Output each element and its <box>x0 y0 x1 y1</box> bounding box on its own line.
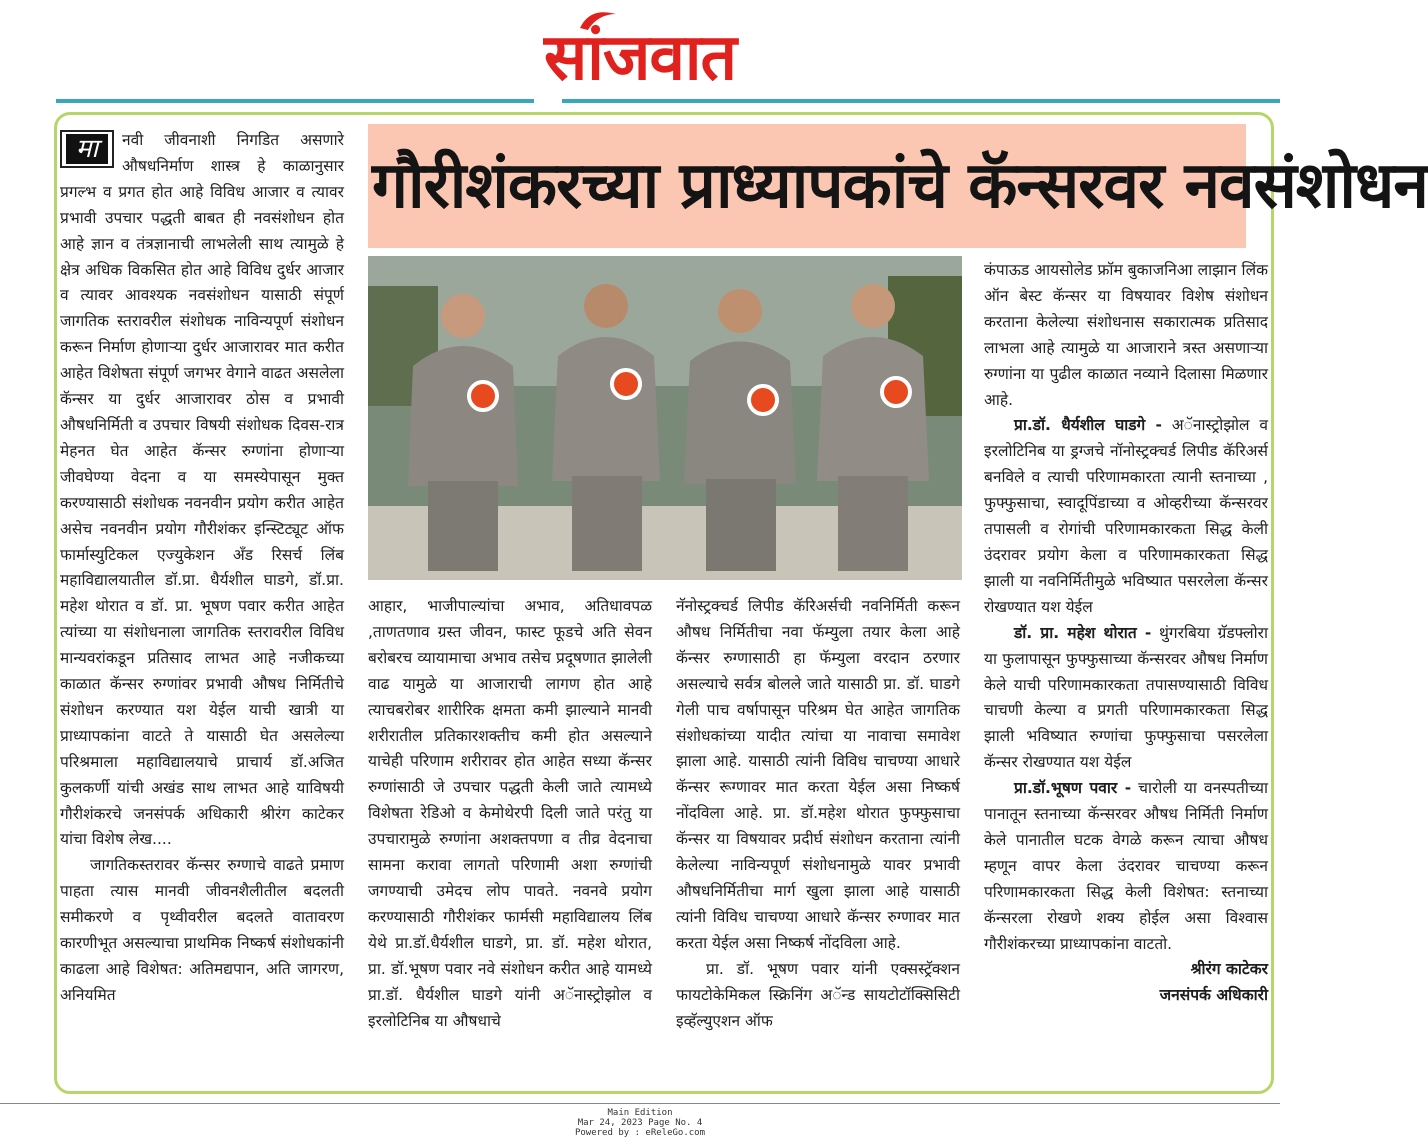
researcher-paragraph: प्रा.डॉ.भूषण पवार - चारोली या वनस्पतीच्या पानातून स्तनाच्या कॅन्सरवर औषध निर्मिती निर्माण केले पानातील घटक वेगळे करून त्याचा औषध म्हणून वापर केला उंदरावर चाचण्या करून परिणामकारकता सिद्ध केली विशेषत: स्तनाच्या कॅन्सरला रोखणे शक्य होईल असा विश्वास गौरीशंकरच्या प्राध्यापकांना वाटतो. <box>984 779 1269 953</box>
masthead-rule-right <box>562 99 1280 103</box>
body-paragraph: आहार, भाजीपाल्यांचा अभाव, अतिधावपळ ,ताणतणाव ग्रस्त जीवन, फास्ट फूडचे अति सेवन बरोबरच व्यायामाचा अभाव तसेच प्रदूषणात झालेली वाढ यामुळे या आजाराची लागण होत आहे त्याचबरोबर शारीरिक क्षमता कमी झाल्याने मानवी शरीरातील प्रतिकारशक्तीच कमी होत असल्याने याचेही परिणाम शरीरावर होत आहेत सध्या कॅन्सर रुग्णांसाठी जे उपचार पद्धती केली जाते त्यामध्ये विशेषता रेडिओ व केमोथेरपी दिली जाते परंतु या उपचारामुळे रुग्णांना अशक्तपणा व तीव्र वेदनाचा सामना करावा लागतो परिणामी अशा रुग्णांची जगण्याची उमेदच लोप पावते. नवनवे प्रयोग करण्यासाठी गौरीशंकर फार्मसी महाविद्यालय लिंब येथे प्रा.डॉ.धैर्यशील घाडगे, प्रा. डॉ. महेश थोरात, प्रा. डॉ.भूषण पवार नवे संशोधन करीत आहे यामध्ये प्रा.डॉ. धैर्यशील घाडगे यांनी अॅनास्ट्रोझोल व इरलोटिनिब या औषधाचे <box>368 597 652 1030</box>
drop-cap: मा <box>60 130 114 168</box>
masthead-rule-left <box>56 99 534 103</box>
article-column-2 <box>368 594 652 1090</box>
page-footer <box>0 1103 1280 1144</box>
footer-info <box>540 1108 740 1138</box>
edition-label: Main Edition <box>607 1108 673 1118</box>
body-paragraph: नॅनोस्ट्रक्चर्ड लिपीड कॅरिअर्सची नवनिर्मिती करून औषध निर्मितीचा नवा फॅम्युला तयार केला आहे कॅन्सर रुग्णासाठी हा फॅम्युला वरदान ठरणार असल्याचे सर्वत्र बोलले जाते यासाठी प्रा. डॉ. घाडगे गेली पाच वर्षापासून परिश्रम घेत आहेत जागतिक संशोधकांच्या यादीत त्यांचा या नावाचा समावेश झाला आहे. यासाठी त्यांनी विविध चाचण्या आधारे कॅन्सर रूग्णावर मात करता येईल असा निष्कर्ष नोंदविला आहे. प्रा. डॉ.महेश थोरात फुफ्फुसाचा कॅन्सर या विषयावर प्रदीर्घ संशोधन करताना त्यांनी केलेल्या नाविन्यपूर्ण संशोधनामुळे यावर प्रभावी औषधनिर्मितीचा मार्ग खुला झाला आहे यासाठी त्यांनी विविध चाचण्या आधारे कॅन्सर रुग्णावर मात करता येईल असा निष्कर्ष नोंदविला आहे. <box>676 597 960 952</box>
byline-title: जनसंपर्क अधिकारी <box>1159 986 1268 1005</box>
researcher-paragraph: डॉ. प्रा. महेश थोरात - थुंगरबिया ग्रॅडफ्लोरा या फुलापासून फुफ्फुसाच्या कॅन्सरवर औषध निर्माण केले याची परिणामकारकता तपासण्यासाठी विविध चाचणी केल्या व प्रगती परिणामकारकता सिद्ध झाली भविष्यात रुग्णांचा फुफ्फुसाचा पसरलेला कॅन्सर रोखण्यात यश येईल <box>984 623 1268 772</box>
article-column-4 <box>984 258 1268 1088</box>
researcher-name: प्रा.डॉ.भूषण पवार - <box>1014 779 1132 798</box>
headline: गौरीशंकरच्या प्राध्यापकांचे कॅन्सरवर नवसंशोधन <box>372 149 1428 223</box>
intro-paragraph: नवी जीवनाशी निगडित असणारे औषधनिर्माण शास्त्र हे काळानुसार प्रगल्भ व प्रगत होत आहे विविध आजार व त्यावर प्रभावी उपचार पद्धती बाबत ही नवसंशोधन होत आहे ज्ञान व तंत्रज्ञानाची लाभलेली साथ त्यामुळे हे क्षेत्र अधिक विकसित होत आहे विविध दुर्धर आजार व त्यावर आवश्यक नवसंशोधन यासाठी संपूर्ण जागतिक स्तरावरील संशोधक नाविन्यपूर्ण संशोधन करून निर्माण होणाऱ्या दुर्धर आजारावर मात करीत आहेत विशेषता संपूर्ण जगभर वेगाने वाढत असलेला कॅन्सर या दुर्धर आजारावर ठोस व प्रभावी औषधनिर्मिती व उपचार विषयी संशोधक दिवस-रात्र मेहनत घेत आहेत कॅन्सर रुग्णांना होणाऱ्या जीवघेण्या वेदना व या समस्येपासून मुक्त करण्यासाठी संशोधक नवनवीन प्रयोग करीत आहेत असेच नवनवीन प्रयोग गौरीशंकर इन्स्टिट्यूट ऑफ फार्मास्युटिकल एज्युकेशन अँड रिसर्च लिंब महाविद्यालयातील डॉ.प्रा. धैर्यशील घाडगे, डॉ.प्रा. महेश थोरात व डॉ. प्रा. भूषण पवार करीत आहेत त्यांच्या या संशोधनाला जागतिक स्तरावरील विविध मान्यवरांकडून प्रतिसाद लाभत आहे नजीकच्या काळात कॅन्सर रुग्णांवर प्रभावी औषध निर्मितीचे संशोधन करण्यात यश येईल याची खात्री या प्राध्यापकांना वाटते ते यासाठी घेत असलेल्या परिश्रमाला महाविद्यालयाचे प्राचार्य डॉ.अजित कुलकर्णी यांची अखंड साथ लाभत आहे याविषयी गौरीशंकरचे जनसंपर्क अधिकारी श्रीरंग काटेकर यांचा विशेष लेख.... <box>60 131 344 849</box>
body-paragraph: कंपाऊड आयसोलेड फ्रॉम बुकाजनिआ लाझान लिंक ऑन बेस्ट कॅन्सर या विषयावर विशेष संशोधन करताना केलेल्या संशोधनास सकारात्मक प्रतिसाद लाभला आहे त्यामुळे या आजाराने त्रस्त असणाऱ्या रुग्णांना या पुढील काळात नव्याने दिलासा मिळणार आहे. <box>984 261 1268 409</box>
researcher-name: प्रा.डॉ. धैर्यशील घाडगे - <box>1014 416 1162 435</box>
article-column-3 <box>676 594 960 1090</box>
researcher-name: डॉ. प्रा. महेश थोरात - <box>1014 623 1152 642</box>
masthead <box>0 0 1280 104</box>
body-paragraph: जागतिकस्तरावर कॅन्सर रुग्णाचे वाढते प्रमाण पाहता त्यास मानवी जीवनशैलीतील बदलती समीकरणे व पृथ्वीवरील बदलते वातावरण कारणीभूत असल्याचा प्राथमिक निष्कर्ष संशोधकांनी काढला आहे विशेषत: अतिमद्यपान, अति जागरण, अनियमित <box>60 856 344 1004</box>
researcher-paragraph: प्रा.डॉ. धैर्यशील घाडगे - अॅनास्ट्रोझोल व इरलोटिनिब या ड्रग्जचे नॉनोस्ट्रक्चर्ड लिपीड कॅरिअर्स बनविले व त्याची परिणामकारता त्यानी स्तनाच्या , फुफ्फुसाचा, स्वादूपिंडाच्या व ओव्हरीच्या कॅन्सरवर तपासली व रोगांची परिणामकारकता सिद्ध केली उंदरावर प्रयोग केला व परिणामकारकता सिद्ध झाली या नवनिर्मितीमुळे भविष्यात पसरलेला कॅन्सर रोखण्यात यश येईल <box>984 416 1268 616</box>
powered-by-label: Powered by : eReleGo.com <box>574 1128 706 1138</box>
body-paragraph: प्रा. डॉ. भूषण पवार यांनी एक्सस्ट्रॅक्शन फायटोकेमिकल स्क्रिनिंग अॅन्ड सायटोटॉक्सिसिटी इव्हॅल्युएशन ऑफ <box>676 959 960 1030</box>
newspaper-logo: सांजवात <box>544 21 736 95</box>
group-photo <box>368 256 962 580</box>
article-column-1 <box>60 128 344 1088</box>
date-page-label: Mar 24, 2023 Page No. 4 <box>577 1118 703 1128</box>
byline-name: श्रीरंग काटेकर <box>1190 960 1268 979</box>
